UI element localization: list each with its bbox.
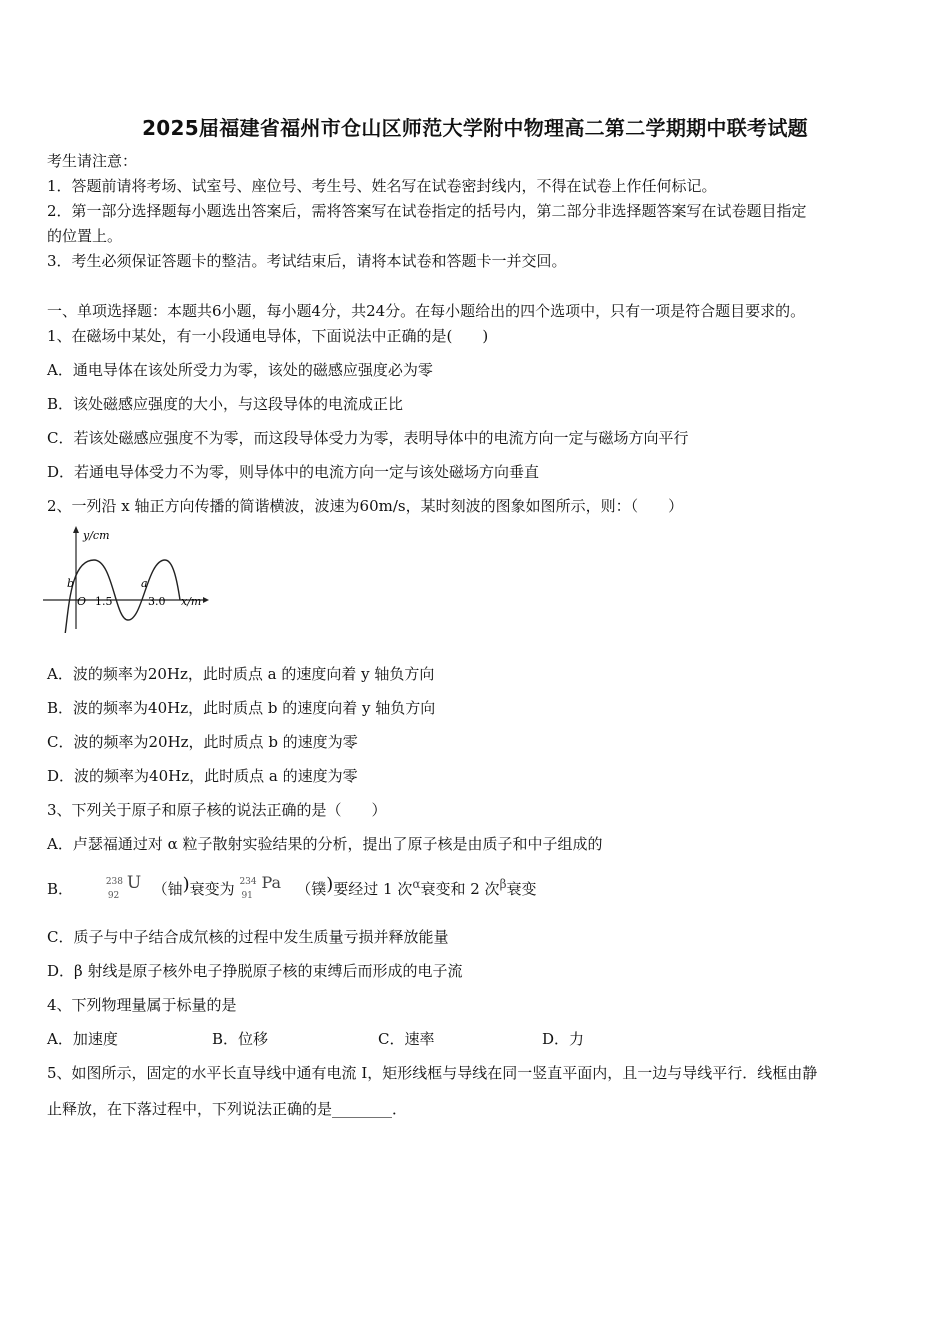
uranium-nuclide [78,873,142,901]
q3-option-b-text-1: 要经过 1 次 [333,880,413,898]
y-axis-label: y/cm [83,529,110,542]
q1-option-b: B．该处磁感应强度的大小，与这段导体的电流成正比 [47,395,404,413]
q2-option-a: A．波的频率为20Hz，此时质点 a 的速度向着 y 轴负方向 [47,665,435,683]
q3-option-c: C．质子与中子结合成氘核的过程中发生质量亏损并释放能量 [47,928,449,946]
notice-item-2: 2．第一部分选择题每小题选出答案后，需将答案写在试卷指定的括号内，第二部分非选择题答案写在试卷题目指定 [47,202,807,220]
q2-stem: 2、一列沿 x 轴正方向传播的简谐横波，波速为60m/s，某时刻波的图象如图所示，则：（ ） [47,497,684,515]
decays-into-text: 衰变为 [189,880,235,898]
q4-option-b: B．位移 [212,1030,269,1048]
y-axis-arrow [73,526,79,533]
q2-option-c: C．波的频率为20Hz，此时质点 b 的速度为零 [47,733,358,751]
protactinium-mass-number: 234 [239,877,257,887]
q3-option-a: A．卢瑟福通过对 α 粒子散射实验结果的分析，提出了原子核是由质子和中子组成的 [47,835,603,853]
x-axis-arrow [203,597,209,603]
section-heading: 一、单项选择题：本题共6小题，每小题4分，共24分。在每小题给出的四个选项中，只有一项是符合题目要求的。 [47,302,806,320]
q4-option-d: D．力 [542,1030,585,1048]
q4-option-c: C．速率 [378,1030,435,1048]
q1-option-c: C．若该处磁感应强度不为零，而这段导体受力为零，表明导体中的电流方向一定与磁场方向平行 [47,429,689,447]
wave-graph [43,525,213,633]
tick-label-1: 1.5 [95,595,113,608]
q3-option-d: D．β 射线是原子核外电子挣脱原子核的束缚后而形成的电子流 [47,962,463,980]
uranium-symbol: U [126,873,142,893]
protactinium-atomic-number: 91 [241,891,253,901]
q5-stem-line-1: 5、如图所示，固定的水平长直导线中通有电流 I，矩形线框与导线在同一竖直平面内，且一边与导线平行．线框由静 [47,1064,818,1082]
q3-stem: 3、下列关于原子和原子核的说法正确的是（ ） [47,801,387,819]
q1-option-d: D．若通电导体受力不为零，则导体中的电流方向一定与该处磁场方向垂直 [47,463,540,481]
alpha-symbol: α [412,877,421,891]
notice-item-3: 3．考生必须保证答题卡的整洁。考试结束后，请将本试卷和答题卡一并交回。 [47,252,567,270]
q2-option-d: D．波的频率为40Hz，此时质点 a 的速度为零 [47,767,358,785]
point-b-label: b [67,577,75,590]
protactinium-nuclide [239,873,282,901]
q1-stem: 1、在磁场中某处，有一小段通电导体，下面说法中正确的是( ) [47,327,489,345]
q3-option-b-prefix: B． [47,880,74,898]
notice-heading: 考生请注意： [47,152,138,170]
protactinium-symbol: Pa [261,873,282,892]
q3-option-b [47,873,537,901]
paren-close-2: ) [326,874,334,895]
q5-stem-line-2: 止释放，在下落过程中，下列说法正确的是________． [47,1100,408,1118]
tick-label-2: 3.0 [148,595,166,608]
uranium-name: （铀 [152,880,183,898]
q3-option-b-text-2: 衰变和 2 次 [420,880,500,898]
uranium-mass-number: 238 [105,877,123,887]
notice-item-1: 1．答题前请将考场、试室号、座位号、考生号、姓名写在试卷密封线内，不得在试卷上作任何标记。 [47,177,717,195]
beta-symbol: β [499,877,507,891]
uranium-atomic-number: 92 [107,891,120,901]
x-axis-label: x/m [181,595,202,608]
exam-title: 2025届福建省福州市仓山区师范大学附中物理高二第二学期期中联考试题 [142,116,808,140]
q1-option-a: A．通电导体在该处所受力为零，该处的磁感应强度必为零 [47,361,433,379]
q3-option-b-text-3: 衰变 [506,880,537,898]
point-a-label: a [141,577,148,590]
q4-option-a: A．加速度 [47,1030,118,1048]
origin-label: O [77,595,87,608]
paren-close-1: ) [182,874,190,895]
q4-stem: 4、下列物理量属于标量的是 [47,996,237,1014]
protactinium-name: （镤 [296,880,327,898]
notice-item-2-cont: 的位置上。 [47,227,123,245]
q2-option-b: B．波的频率为40Hz，此时质点 b 的速度向着 y 轴负方向 [47,699,436,717]
